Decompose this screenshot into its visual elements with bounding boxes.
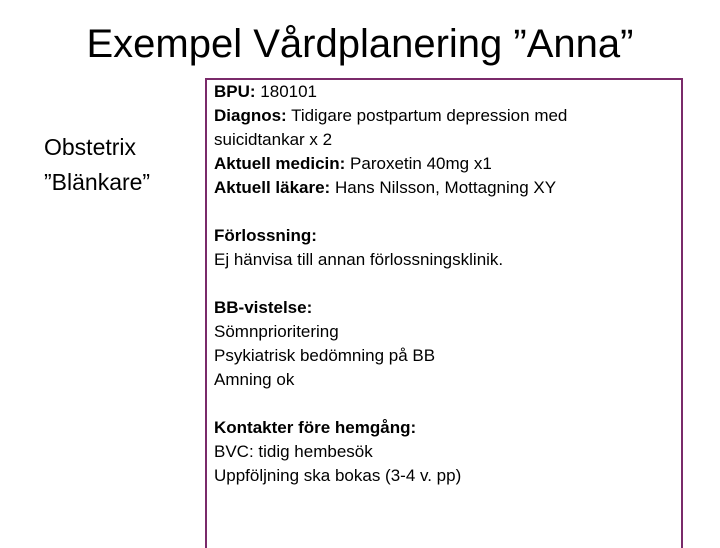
spacer <box>214 272 674 296</box>
bb-item: Sömnprioritering <box>214 322 339 341</box>
kontakt-item: BVC: tidig hembesök <box>214 442 373 461</box>
kontakt-heading <box>214 416 674 440</box>
medication-label: Aktuell medicin: <box>214 154 346 173</box>
doctor-label: Aktuell läkare: <box>214 178 331 197</box>
kontakt-heading-text: Kontakter före hemgång: <box>214 418 417 437</box>
doctor-line <box>214 176 674 200</box>
forlossning-heading <box>214 224 674 248</box>
side-label-line-2: ”Blänkare” <box>44 169 151 195</box>
side-label-line-1: Obstetrix <box>44 134 137 160</box>
bb-heading-text: BB-vistelse: <box>214 298 313 317</box>
forlossning-heading-text: Förlossning: <box>214 226 317 245</box>
doctor-value: Hans Nilsson, Mottagning XY <box>330 178 557 197</box>
bpu-line <box>214 80 674 104</box>
kontakt-item: Uppföljning ska bokas (3-4 v. pp) <box>214 466 462 485</box>
forlossning-text: Ej hänvisa till annan förlossningsklinik. <box>214 250 504 269</box>
diagnosis-line-2: suicidtankar x 2 <box>214 130 333 149</box>
side-label <box>44 130 150 200</box>
diagnosis-line <box>214 104 674 128</box>
medication-value: Paroxetin 40mg x1 <box>345 154 492 173</box>
bb-item: Psykiatrisk bedömning på BB <box>214 346 436 365</box>
spacer <box>214 392 674 416</box>
medication-line <box>214 152 674 176</box>
diagnosis-value: Tidigare postpartum depression med <box>286 106 568 125</box>
slide-title: Exempel Vårdplanering ”Anna” <box>86 22 634 66</box>
diagnosis-label: Diagnos: <box>214 106 287 125</box>
bpu-label: BPU: <box>214 82 256 101</box>
bb-heading <box>214 296 674 320</box>
care-plan-content <box>214 80 674 488</box>
spacer <box>214 200 674 224</box>
bpu-value: 180101 <box>255 82 318 101</box>
bb-item: Amning ok <box>214 370 295 389</box>
